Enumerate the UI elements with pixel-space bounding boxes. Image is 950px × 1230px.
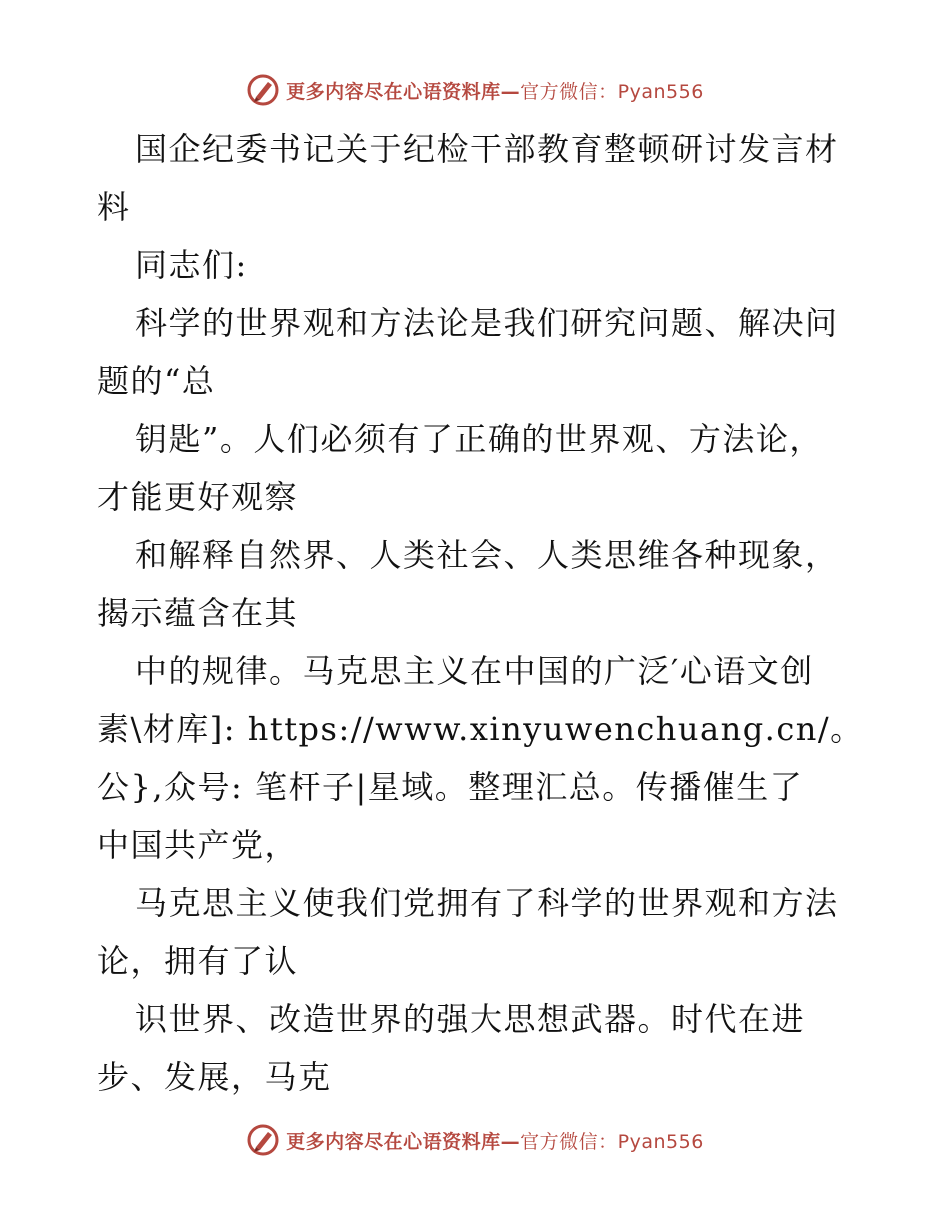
doc-paragraph-line: 和解释自然界、人类社会、人类思维各种现象， — [135, 536, 839, 574]
doc-paragraph-line: 马克思主义使我们党拥有了科学的世界观和方法 — [135, 884, 839, 922]
header-banner-text: 更多内容尽在心语资料库—官方微信：Pyan556 — [286, 80, 704, 103]
header-banner — [0, 70, 950, 110]
doc-paragraph-line: 钥匙”。人们必须有了正确的世界观、方法论， — [135, 420, 823, 458]
pen-logo-icon — [246, 1123, 280, 1157]
footer-banner — [0, 1120, 950, 1160]
doc-paragraph-line: 中的规律。马克思主义在中国的广泛′心语文创 — [135, 652, 814, 690]
doc-paragraph-line: 揭示蕴含在其 — [97, 594, 299, 632]
doc-paragraph-line: 识世界、改造世界的强大思想武器。时代在进 — [135, 1000, 806, 1038]
doc-paragraph-line: 步、发展，马克 — [97, 1058, 332, 1096]
footer-banner-inner — [246, 1123, 704, 1157]
header-banner-inner — [246, 73, 704, 107]
document-body — [97, 120, 864, 1106]
doc-title-line-cont: 料 — [97, 188, 131, 226]
doc-salutation: 同志们: — [135, 246, 248, 284]
doc-title-line: 国企纪委书记关于纪检干部教育整顿研讨发言材 — [135, 130, 839, 168]
doc-paragraph-line: 中国共产党， — [97, 826, 299, 864]
doc-paragraph-line: 题的“总 — [97, 362, 216, 400]
doc-paragraph-line: 公},众号: 笔杆子|星域。整理汇总。传播催生了 — [97, 768, 804, 806]
footer-banner-text: 更多内容尽在心语资料库—官方微信：Pyan556 — [286, 1130, 704, 1153]
doc-paragraph-line: 素\材库]: https://www.xinyuwenchuang.cn/。 — [97, 710, 864, 748]
doc-paragraph-line: 才能更好观察 — [97, 478, 299, 516]
doc-paragraph-line: 科学的世界观和方法论是我们研究问题、解决问 — [135, 304, 839, 342]
doc-paragraph-line: 论，拥有了认 — [97, 942, 299, 980]
pen-logo-icon — [246, 73, 280, 107]
